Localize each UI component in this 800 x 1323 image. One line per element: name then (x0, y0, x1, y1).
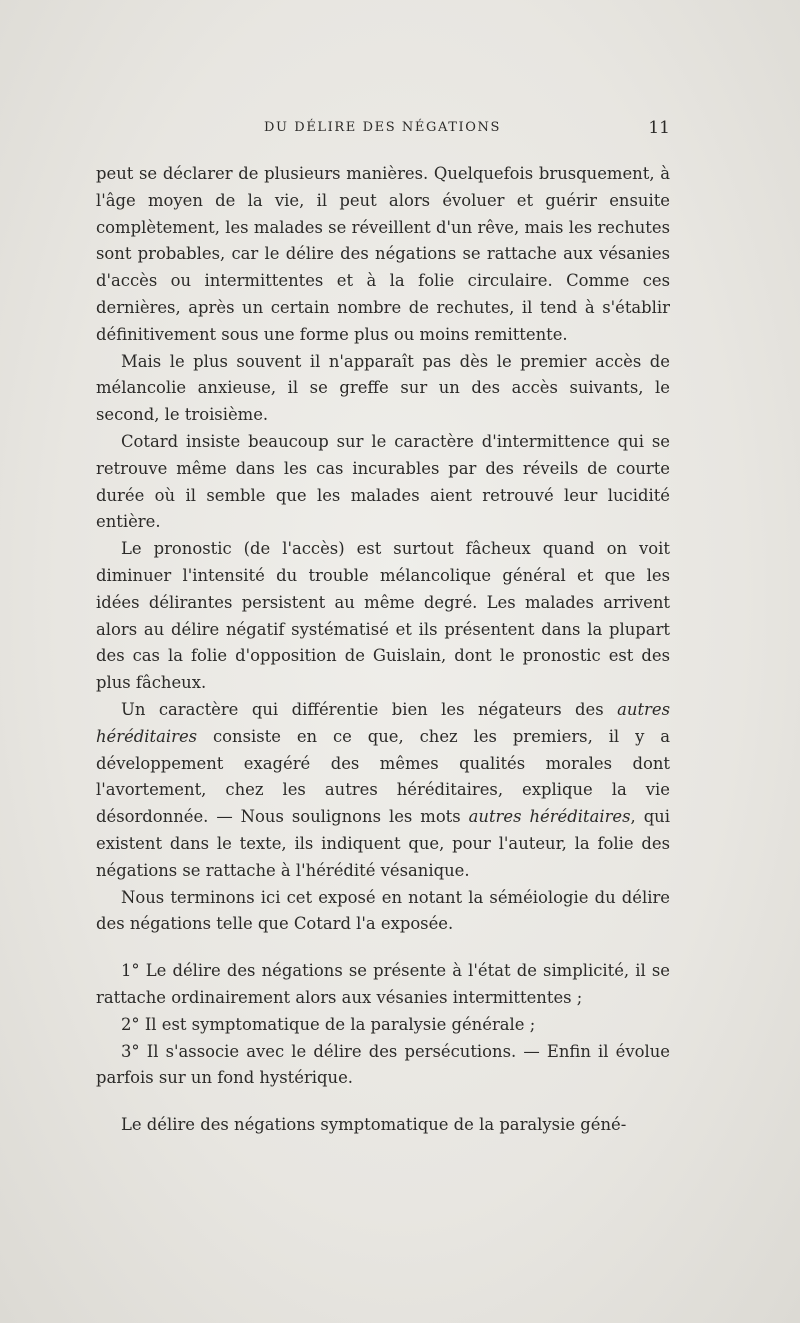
paragraph (96, 697, 670, 885)
italic-phrase: autres héréditaires (468, 807, 631, 827)
text-run: consiste en ce que, chez les premiers, il y a développement exagéré des mêmes qualités morales dont l'avortement, chez les autres héréditaires, explique la vie désordonnée. — Nous soulignons les mots (96, 726, 670, 827)
text-run: Un caractère qui différentie bien les négateurs des (121, 699, 618, 719)
text-run: , qui existent dans le texte, ils indiquent que, pour l'auteur, la folie des négations se rattache à l'hérédité vésanique. (96, 807, 670, 880)
paragraph: peut se déclarer de plusieurs manières. Quelquefois brusquement, à l'âge moyen de la vie, il peut alors évoluer et guérir ensuite complètement, les malades se réveillent d'un rêve, mais les rechutes sont probables, car le délire des négations se rattache aux vésanies d'accès ou intermittentes et à la folie circulaire. Comme ces dernières, après un certain nombre de rechutes, il tend à s'établir définitivement sous une forme plus ou moins remittente. (96, 164, 670, 344)
list-item: 2° Il est symptomatique de la paralysie générale ; (121, 1014, 536, 1034)
paragraph: Cotard insiste beaucoup sur le caractère d'intermittence qui se retrouve même dans les cas incurables par des réveils de courte durée où il semble que les malades aient retrouvé leur lucidité entière. (96, 431, 670, 532)
paragraph: Le délire des négations symptomatique de la paralysie géné- (121, 1115, 627, 1135)
italic-phrase: autres héréditaires (96, 699, 670, 746)
paragraph: Mais le plus souvent il n'apparaît pas dès le premier accès de mélancolie anxieuse, il se greffe sur un des accès suivants, le second, le troisième. (96, 351, 670, 425)
list-item: 1° Le délire des négations se présente à l'état de simplicité, il se rattache ordinairement alors aux vésanies intermittentes ; (96, 961, 670, 1007)
running-head (95, 118, 670, 140)
paragraph: Le pronostic (de l'accès) est surtout fâcheux quand on voit diminuer l'intensité du trouble mélancolique général et que les idées délirantes persistent au même degré. Les malades arrivent alors au délire négatif systématisé et ils présentent dans la plupart des cas la folie d'opposition de Guislain, dont le pronostic est des plus fâcheux. (96, 539, 670, 693)
running-title: DU DÉLIRE DES NÉGATIONS (263, 120, 502, 135)
page-number: 11 (648, 118, 670, 138)
list-item: 3° Il s'associe avec le délire des persécutions. — Enfin il évolue parfois sur un fond hystérique. (96, 1041, 670, 1088)
paragraph: Nous terminons ici cet exposé en notant la séméiologie du délire des négations telle que Cotard l'a exposée. (96, 887, 670, 934)
body-text (96, 161, 670, 1139)
